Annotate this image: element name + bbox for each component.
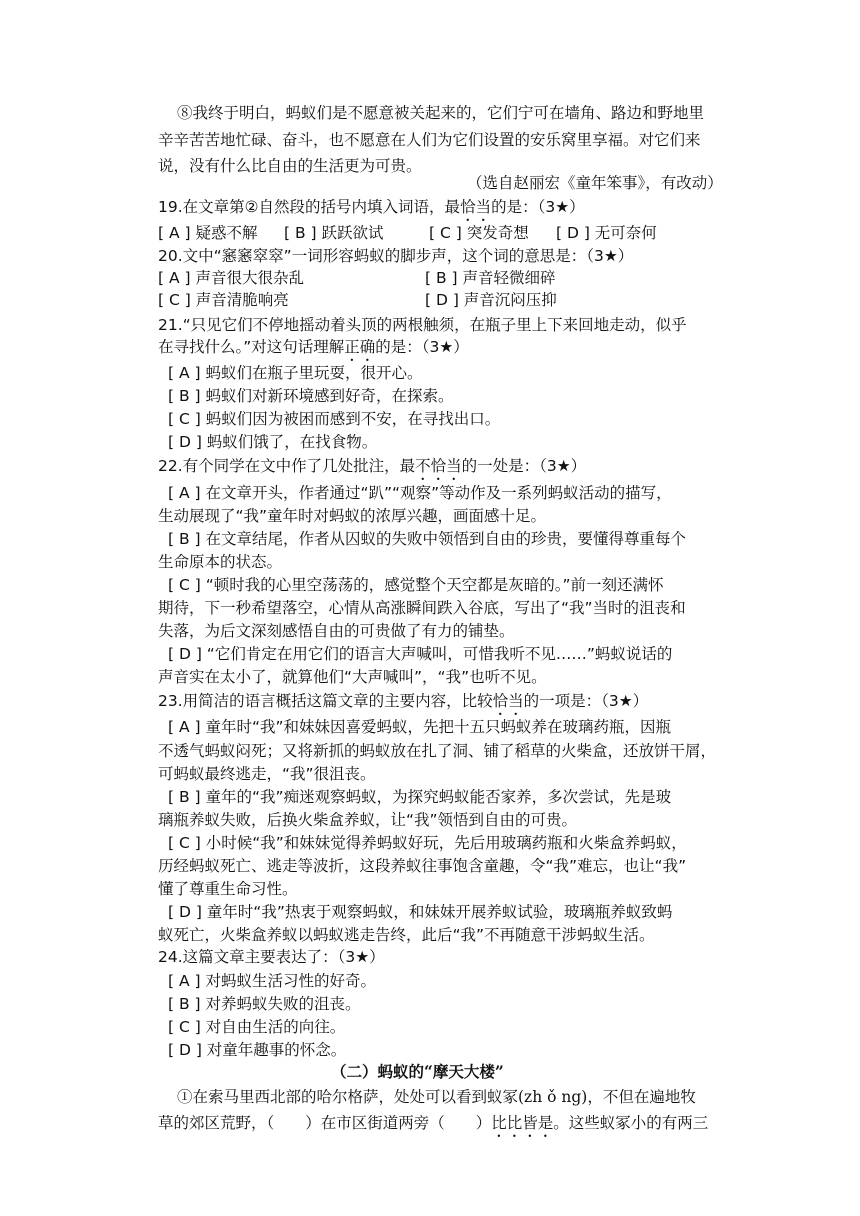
- stem-text: 在寻找什么。”对这句话理解: [158, 338, 345, 356]
- question-22-stem: [158, 455, 586, 484]
- question-22-option-c[interactable]: [ C ] “顿时我的心里空荡荡的，感觉整个天空都是灰暗的。”前一刻还满怀: [168, 576, 664, 594]
- stem-text: 19.在文章第②自然段的括号内填入词语，最: [158, 198, 461, 216]
- passage-paragraph-line: 辛辛苦苦地忙碌、奋斗，也不愿意在人们为它们设置的安乐窝里享福。对它们来: [158, 131, 701, 149]
- passage-2-title: （二）蚂蚁的“摩天大楼”: [331, 1062, 504, 1081]
- question-23-option-d-cont: 蚁死亡，火柴盒养蚁以蚂蚁逃走告终，此后“我”不再随意干涉蚂蚁生活。: [158, 926, 655, 944]
- question-22-option-d-cont: 声音实在太小了，就算他们“大声喊叫”，“我”也听不见。: [158, 668, 547, 686]
- question-19-option-c[interactable]: [ C ] 突发奇想: [429, 224, 529, 242]
- question-22-option-c-cont: 期待，下一秒希望落空，心情从高涨瞬间跌入谷底，写出了“我”当时的沮丧和: [158, 599, 686, 617]
- stem-text: 的是：（3★）: [375, 338, 469, 356]
- question-22-option-a-cont: 生动展现了“我”童年时对蚂蚁的浓厚兴趣，画面感十足。: [158, 507, 547, 525]
- stem-text: 的一项是：（3★）: [523, 692, 649, 710]
- question-20-stem: 20.文中“窸窸窣窣”一词形容蚂蚁的脚步声，这个词的意思是：（3★）: [158, 247, 634, 265]
- question-22-option-b[interactable]: [ B ] 在文章结尾，作者从囚蚁的失败中领悟到自由的珍贵，要懂得尊重每个: [168, 530, 687, 548]
- passage-paragraph-line: [158, 1112, 708, 1141]
- question-23-option-a[interactable]: [ A ] 童年时“我”和妹妹因喜爱蚂蚁，先把十五只蚂蚁养在玻璃药瓶，因瓶: [168, 718, 672, 736]
- stem-text: 23.用简洁的语言概括这篇文章的主要内容，比较: [158, 692, 493, 710]
- question-21-option-a[interactable]: [ A ] 蚂蚁们在瓶子里玩耍，很开心。: [168, 364, 423, 382]
- question-23-option-a-cont: 不透气蚂蚁闷死；又将新抓的蚂蚁放在扎了洞、铺了稻草的火柴盒，还放饼干屑，: [158, 742, 717, 760]
- question-23-option-a-cont: 可蚂蚁最终逃走，“我”很沮丧。: [158, 765, 376, 783]
- question-24-option-d[interactable]: [ D ] 对童年趣事的怀念。: [168, 1041, 347, 1059]
- question-24-option-c[interactable]: [ C ] 对自由生活的向往。: [168, 1018, 346, 1036]
- stem-text: 22.有个同学在文中作了几处批注，最: [158, 457, 416, 475]
- question-21-option-d[interactable]: [ D ] 蚂蚁们饿了，在找食物。: [168, 433, 378, 451]
- question-23-option-b-cont: 璃瓶养蚁失败，后换火柴盒养蚁，让“我”领悟到自由的可贵。: [158, 811, 578, 829]
- passage-paragraph-line: 说，没有什么比自由的生活更为可贵。: [158, 157, 422, 175]
- paragraph-text: 草的郊区荒野，（ ）在市区街道两旁（ ）: [158, 1114, 492, 1132]
- question-19-option-b[interactable]: [ B ] 跃跃欲试: [284, 224, 384, 242]
- question-19-option-a[interactable]: [ A ] 疑惑不解: [158, 224, 258, 242]
- question-21-stem-line: 21.“只见它们不停地摇动着头顶的两根触须，在瓶子里上下来回地走动，似乎: [158, 316, 687, 334]
- passage-source: （选自赵丽宏《童年笨事》，有改动）: [467, 174, 723, 192]
- question-20-option-b[interactable]: [ B ] 声音轻微细碎: [425, 269, 556, 287]
- question-22-option-b-cont: 生命原本的状态。: [158, 553, 283, 571]
- emphasis-text: 正确: [344, 338, 376, 356]
- question-22-option-a[interactable]: [ A ] 在文章开头，作者通过“趴”“观察”等动作及一系列蚂蚁活动的描写，: [168, 484, 672, 502]
- emphasis-text: 不恰当: [415, 457, 462, 475]
- question-21-option-c[interactable]: [ C ] 蚂蚁们因为被困而感到不安，在寻找出口。: [168, 410, 501, 428]
- question-23-stem: [158, 690, 648, 719]
- question-22-option-d[interactable]: [ D ] “它们肯定在用它们的语言大声喊叫，可惜我听不见……”蚂蚁说话的: [168, 645, 673, 663]
- question-19-stem: [158, 196, 585, 225]
- question-22-option-c-cont: 失落，为后文深刻感悟自由的可贵做了有力的铺垫。: [158, 622, 515, 640]
- question-19-option-d[interactable]: [ D ] 无可奈何: [556, 224, 657, 242]
- emphasis-text: 比比皆是: [491, 1114, 554, 1132]
- question-24-option-b[interactable]: [ B ] 对养蚂蚁失败的沮丧。: [168, 995, 361, 1013]
- question-23-option-b[interactable]: [ B ] 童年的“我”痴迷观察蚂蚁，为探究蚂蚁能否家养，多次尝试，先是玻: [168, 788, 672, 806]
- question-20-option-a[interactable]: [ A ] 声音很大很杂乱: [158, 269, 304, 287]
- stem-text: 的一处是：（3★）: [461, 457, 587, 475]
- question-23-option-c-cont: 懂了尊重生命习性。: [158, 880, 298, 898]
- question-24-option-a[interactable]: [ A ] 对蚂蚁生活习性的好奇。: [168, 972, 376, 990]
- question-23-option-d[interactable]: [ D ] 童年时“我”热衷于观察蚂蚁，和妹妹开展养蚁试验，玻璃瓶养蚁致蚂: [168, 903, 673, 921]
- question-23-option-c-cont: 历经蚂蚁死亡、逃走等波折，这段养蚁往事饱含童趣，令“我”难忘，也让“我”: [158, 857, 687, 875]
- emphasis-text: 恰当: [460, 198, 492, 216]
- stem-text: 的是：（3★）: [491, 198, 585, 216]
- question-20-option-d[interactable]: [ D ] 声音沉闷压抑: [425, 291, 557, 309]
- question-20-option-c[interactable]: [ C ] 声音清脆响亮: [158, 291, 289, 309]
- passage-paragraph-line: ①在索马里西北部的哈尔格萨，处处可以看到蚁冢(zh ǒ ng)，不但在遍地牧: [177, 1088, 696, 1106]
- question-23-option-c[interactable]: [ C ] 小时候“我”和妹妹觉得养蚂蚁好玩，先后用玻璃药瓶和火柴盒养蚂蚁，: [168, 834, 687, 852]
- question-21-stem-line: [158, 336, 469, 365]
- paragraph-text: 。这些蚁冢小的有两三: [553, 1114, 709, 1132]
- passage-paragraph-line: ⑧我终于明白，蚂蚁们是不愿意被关起来的，它们宁可在墙角、路边和野地里: [177, 104, 705, 122]
- emphasis-text: 恰当: [492, 692, 524, 710]
- question-24-stem: 24.这篇文章主要表达了：（3★）: [158, 948, 385, 966]
- question-21-option-b[interactable]: [ B ] 蚂蚁们对新环境感到好奇，在探索。: [168, 387, 454, 405]
